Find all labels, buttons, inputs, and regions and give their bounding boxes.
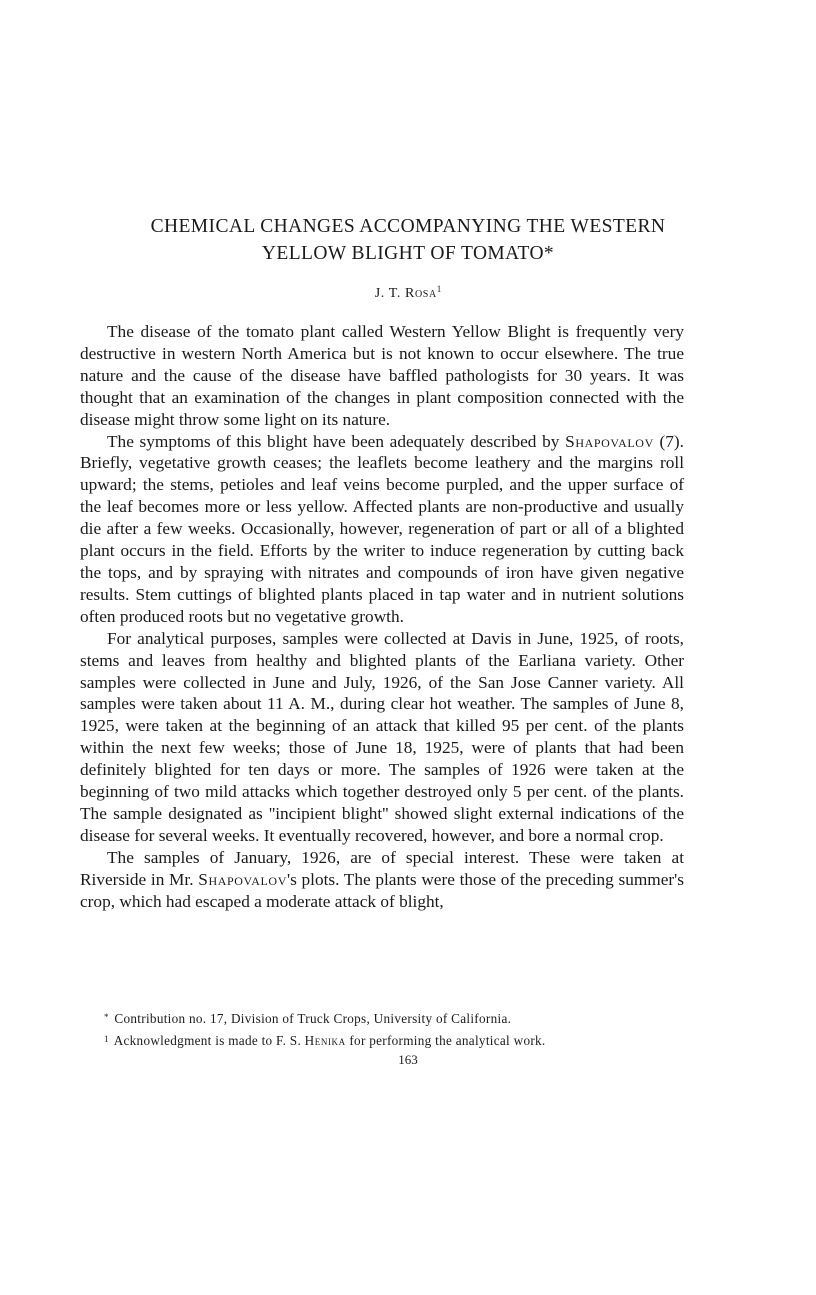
footnotes: [104, 1007, 684, 1051]
paragraph-4: [80, 847, 684, 913]
paragraph-3: For analytical purposes, samples were collected at Davis in June, 1925, of roots, stems and leaves from healthy and blighted plants of the Earliana variety. Other samples were collected in June and July, 1926, of the San Jose Canner variety. All samples were taken about 11 A. M., during clear hot weather. The samples of June 8, 1925, were taken at the beginning of an attack that killed 95 per cent. of the plants within the next few weeks; those of June 18, 1925, were of plants that had been definitely blighted for ten days or more. The samples of 1926 were taken at the beginning of two mild attacks which together destroyed only 5 per cent. of the plants. The sample designated as ''incipient blight'' showed slight external indications of the disease for several weeks. It eventually recovered, however, and bore a normal crop.: [80, 628, 684, 845]
paragraph-2: [80, 431, 684, 628]
author-footnote-mark: 1: [436, 284, 442, 294]
footnote-acknowledgment: [104, 1029, 684, 1051]
paragraph-4-text-start: The samples of January, 1926, are of special interest. These were taken at Riverside in Mr.: [80, 847, 684, 889]
footnote-mark-1: 1: [104, 1034, 109, 1044]
article-title: [100, 213, 716, 267]
cited-author-shapovalov: Shapovalov: [565, 431, 654, 451]
title-line-2: YELLOW BLIGHT OF TOMATO*: [261, 243, 555, 264]
acknowledged-name: Henika: [304, 1033, 346, 1048]
footnote-acknowledgment-text-start: Acknowledgment is made to F. S.: [113, 1033, 305, 1048]
paragraph-4-text-end: 's plots. The plants were those of the preceding summer's crop, which had escaped a moderate attack of blight,: [80, 869, 684, 911]
paragraph-2-text-end: (7). Briefly, vegetative growth ceases; the leaflets become leathery and the margins roll upward; the stems, petioles and leaf veins become purpled, and the upper surface of the leaf becomes more or less yellow. Affected plants are non-productive and usually die after a few weeks. Occasionally, however, regeneration of part or all of a blighted plant occurs in the field. Efforts by the writer to induce regeneration by cutting back the tops, and by spraying with nitrates and compounds of iron have given negative results. Stem cuttings of blighted plants placed in tap water and in nutrient solutions often produced roots but no vegetative growth.: [80, 431, 685, 626]
footnote-mark-asterisk: *: [104, 1012, 109, 1022]
footnote-contribution-text: Contribution no. 17, Division of Truck Crops, University of California.: [114, 1011, 512, 1026]
footnote-acknowledgment-text-end: for performing the analytical work.: [345, 1033, 546, 1048]
cited-author-shapovalov-2: Shapovalov: [198, 869, 287, 889]
footnote-contribution: [104, 1007, 684, 1029]
paragraph-1: The disease of the tomato plant called Western Yellow Blight is frequently very destructive in western North America but is not known to occur elsewhere. The true nature and the cause of the disease have baffled pathologists for 30 years. It was thought that an examination of the changes in plant composition connected with the disease might throw some light on its nature.: [80, 322, 684, 429]
title-line-1: CHEMICAL CHANGES ACCOMPANYING THE WESTERN: [150, 216, 666, 237]
article-body: [80, 321, 684, 912]
author-name: J. T. Rosa: [374, 286, 437, 301]
paragraph-2-text-start: The symptoms of this blight have been adequately described by: [107, 431, 566, 451]
author-byline: [200, 284, 616, 302]
page-number: 163: [398, 1052, 418, 1067]
